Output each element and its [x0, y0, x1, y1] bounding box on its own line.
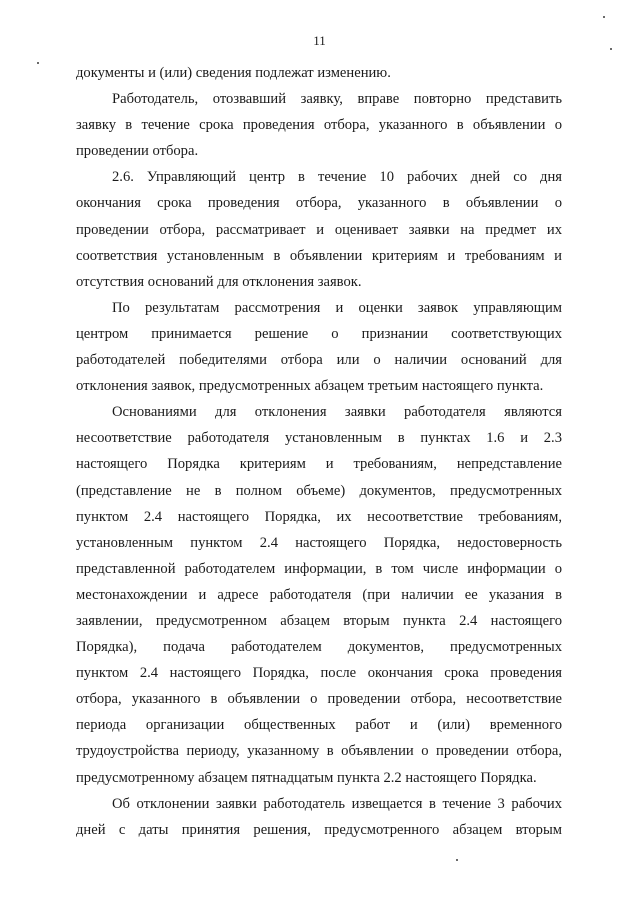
text-line: проведении отбора.: [76, 143, 199, 160]
text-line: заявлении, предусмотренном абзацем вторым пункта 2.4 настоящего: [76, 612, 562, 629]
text-line: пунктом 2.4 настоящего Порядка, их несоответствие требованиям,: [76, 508, 562, 525]
text-line: Основаниями для отклонения заявки работодателя являются: [112, 404, 562, 421]
scan-speck: [610, 48, 612, 50]
text-line: (представление не в полном объеме) документов, предусмотренных: [76, 482, 562, 499]
text-line: окончания срока проведения отбора, указанного в объявлении о: [76, 195, 562, 212]
text-line: документы и (или) сведения подлежат изменению.: [76, 65, 391, 81]
text-line: отбора, указанного в объявлении о проведении отбора, несоответствие: [76, 691, 562, 708]
scan-speck: [37, 62, 39, 64]
text-line: трудоустройства периоду, указанному в объявлении о проведении отбора,: [76, 743, 562, 760]
text-line: несоответствие работодателя установленным в пунктах 1.6 и 2.3: [76, 430, 562, 447]
text-line: соответствия установленным в объявлении критериям и требованиям и: [76, 247, 562, 264]
paragraph: [76, 791, 562, 843]
scan-speck: [456, 859, 458, 861]
text-line: установленным пунктом 2.4 настоящего Порядка, недостоверность: [76, 534, 562, 551]
paragraph: [76, 295, 562, 399]
text-line: Порядка), подача работодателем документов, предусмотренных: [76, 639, 562, 656]
paragraph: [76, 399, 562, 790]
text-line: Работодатель, отозвавший заявку, вправе повторно представить: [112, 91, 562, 108]
page-number: 11: [313, 33, 326, 48]
document-body: [76, 60, 562, 843]
paragraph: [76, 164, 562, 294]
text-line: Об отклонении заявки работодатель извещается в течение 3 рабочих: [112, 795, 562, 812]
scan-speck: [603, 16, 605, 18]
text-line: работодателей победителями отбора или о наличии оснований для: [76, 352, 562, 369]
text-line: пунктом 2.4 настоящего Порядка, после окончания срока проведения: [76, 665, 562, 682]
text-line: дней с даты принятия решения, предусмотренного абзацем вторым: [76, 821, 562, 838]
text-line: По результатам рассмотрения и оценки заявок управляющим: [112, 299, 562, 316]
paragraph: [76, 60, 562, 86]
text-line: местонахождении и адресе работодателя (при наличии ее указания в: [76, 586, 562, 603]
text-line: 2.6. Управляющий центр в течение 10 рабочих дней со дня: [112, 169, 562, 186]
paragraph: [76, 86, 562, 164]
text-line: периода организации общественных работ и (или) временного: [76, 717, 562, 734]
text-line: центром принимается решение о признании соответствующих: [76, 325, 562, 342]
text-line: отсутствия оснований для отклонения заявок.: [76, 273, 362, 290]
text-line: заявку в течение срока проведения отбора, указанного в объявлении о: [76, 117, 562, 134]
text-line: отклонения заявок, предусмотренных абзацем третьим настоящего пункта.: [76, 378, 544, 395]
text-line: проведении отбора, рассматривает и оценивает заявки на предмет их: [76, 221, 562, 238]
text-line: предусмотренному абзацем пятнадцатым пункта 2.2 настоящего Порядка.: [76, 769, 537, 786]
text-line: представленной работодателем информации, в том числе информации о: [76, 560, 562, 577]
text-line: настоящего Порядка критериям и требованиям, непредставление: [76, 456, 562, 473]
